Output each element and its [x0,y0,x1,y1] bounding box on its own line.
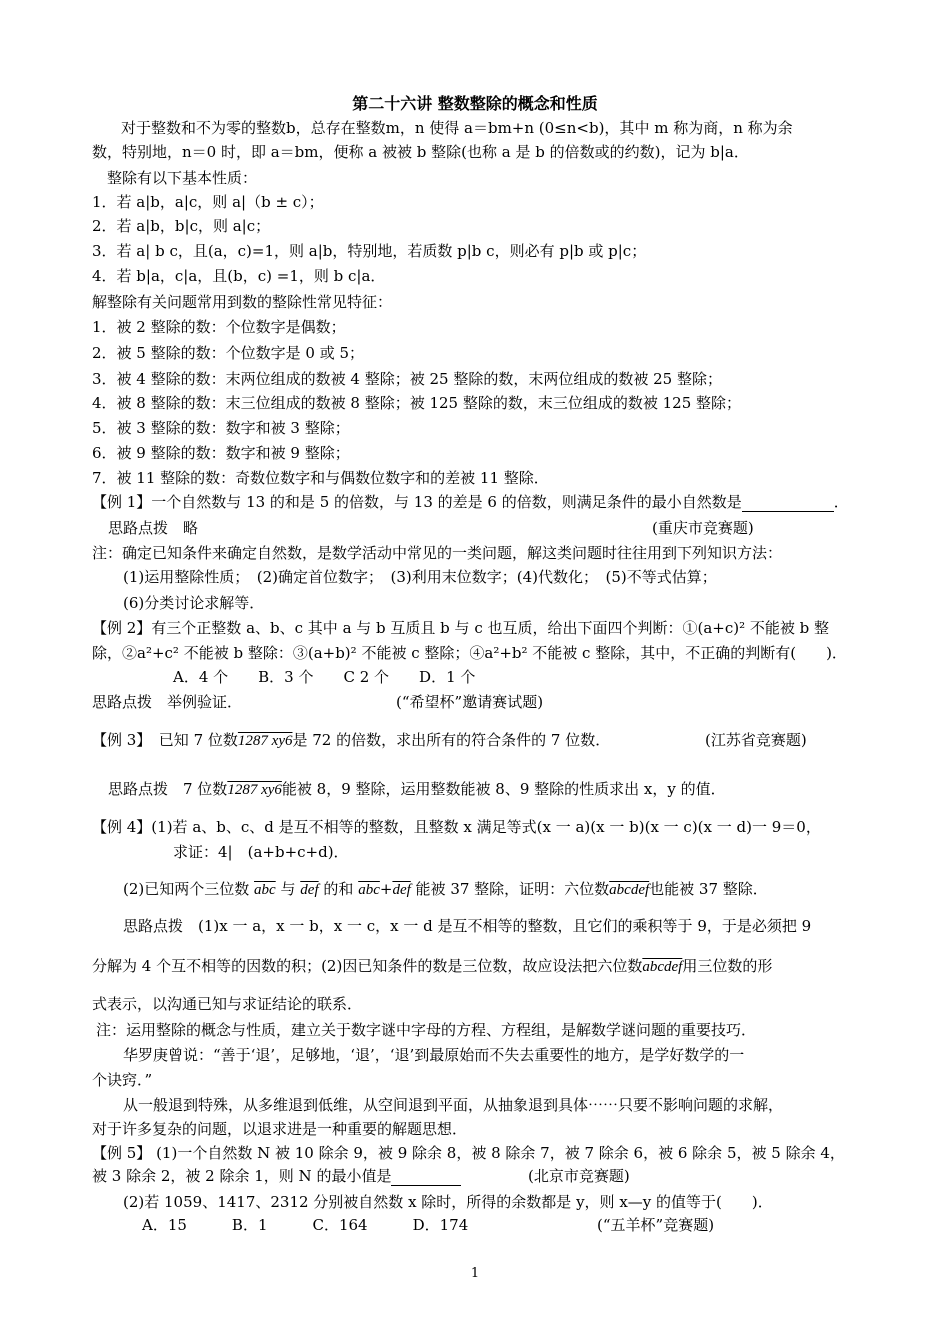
number-abc: $\overline{abc}$ [254,882,276,898]
source-label: (重庆市竞赛题) [652,519,754,537]
choices: A．15 B．1 C．164 D．174 [142,1216,469,1234]
source-label: (“五羊杯”竞赛题) [597,1216,715,1234]
text: 分解为 4 个互不相等的因数的积；(2)因已知条件的数是三位数，故应设法把六位数 [92,957,643,975]
text: 用三位数的形 [682,957,773,975]
paragraph: 对于整数和不为零的整数b，总存在整数m，n 使得 a＝bm+n (0≤n<b)，其中 m 称为商，n 称为余 [121,119,793,137]
proof-statement: 求证：4| (a+b+c+d)． [173,843,349,861]
plus-sign: + [379,880,393,898]
hint: 思路点拨 (1)x 一 a，x 一 b，x 一 c，x 一 d 是互不相等的整数，且它们的乘积等于 9，于是必须把 9 [123,917,812,935]
hint-text: 能被 8，9 整除，运用整数能被 8、9 整除的性质求出 x，y 的值． [281,780,726,798]
quote: 华罗庚曾说：“善于‘退’，足够地，‘退’，‘退’到最原始而不失去重要性的地方，是学好数学的一 [123,1046,745,1064]
feature-item: 5．被 3 整除的数：数字和被 3 整除； [92,419,350,437]
example-1 [92,492,849,512]
hint [108,779,726,800]
hint-cont [92,956,772,977]
example-4: 【例 4】(1)若 a、b、c、d 是互不相等的整数，且整数 x 满足等式(x 一 a)(x 一 b)(x 一 c)(x 一 d)一 9＝0， [92,818,821,836]
example-text: 是 72 的倍数，求出所有的符合条件的 7 位数． [292,731,611,749]
method-list: (6)分类讨论求解等． [123,594,265,612]
page-number: 1 [470,1266,480,1281]
feature-item: 7．被 11 整除的数：奇数位数字和与偶数位数字和的差被 11 整除． [92,469,549,487]
hint-text: 思路点拨 7 位数 [108,780,228,798]
note: 注：运用整除的概念与性质，建立关于数字谜中字母的方程、方程组，是解数学谜问题的重要技巧． [96,1021,757,1039]
example-2-cont: 除，②a²+c² 不能被 b 整除：③(a+b)² 不能被 c 整除；④a²+b² 不能被 c 整除，其中，不正确的判断有( )． [92,644,847,662]
number-abcdef: abcdef [609,882,650,898]
seven-digit-number: 1287 xy6 [237,733,293,749]
paragraph: 整除有以下基本性质： [107,169,258,187]
property-item: 4．若 b|a，c|a，且(b，c) =1，则 b c|a． [92,267,386,285]
period: ． [833,493,849,511]
answer-blank[interactable] [391,1171,461,1186]
example-5-part2: (2)若 1059、1417、2312 分别被自然数 x 除时，所得的余数都是 y，则 x—y 的值等于( )． [123,1193,773,1211]
paragraph: 对于许多复杂的问题，以退求进是一种重要的解题思想． [92,1120,468,1138]
feature-item: 3．被 4 整除的数：末两位组成的数被 4 整除；被 25 整除的数，末两位组成的数被 25 整除； [92,370,722,388]
property-item: 3．若 a| b c，且(a，c)=1，则 a|b，特别地，若质数 p|b c，则必有 p|b 或 p|c； [92,242,647,260]
paragraph: 解整除有关问题常用到数的整除性常见特征： [92,293,393,311]
property-item: 2．若 a|b，b|c，则 a|c； [92,217,271,235]
text: 与 [280,880,296,898]
feature-item: 4．被 8 整除的数：末三位组成的数被 8 整除；被 125 整除的数，末三位组成的数被 125 整除； [92,394,742,412]
text: (2)已知两个三位数 [123,880,250,898]
example-text: 【例 1】一个自然数与 13 的和是 5 的倍数，与 13 的差是 6 的倍数，则满足条件的最小自然数是 [92,493,742,511]
method-list: (1)运用整除性质； (2)确定首位数字； (3)利用末位数字；(4)代数化； (5)不等式估算； [123,568,717,586]
page-title: 第二十六讲 整数整除的概念和性质 [352,94,598,113]
hint-cont: 式表示，以沟通已知与求证结论的联系． [92,995,363,1013]
note: 注：确定已知条件来确定自然数，是数学活动中常见的一类问题，解这类问题时往往用到下列知识方法： [92,544,783,562]
text: 被 3 除余 2，被 2 除余 1，则 N 的最小值是 [92,1167,392,1185]
example-text: 【例 3】 已知 7 位数 [92,731,238,749]
example-5: 【例 5】 (1)一个自然数 N 被 10 除余 9，被 9 除余 8，被 8 除余 7，被 7 除余 6，被 6 除余 5，被 5 除余 4， [92,1144,845,1162]
feature-item: 6．被 9 整除的数：数字和被 9 整除； [92,444,350,462]
number-abc: $\overline{abc}$ [358,882,380,898]
feature-item: 2．被 5 整除的数：个位数字是 0 或 5； [92,344,365,362]
paragraph: 从一般退到特殊，从多维退到低维，从空间退到平面，从抽象退到具体⋯⋯只要不影响问题的求解， [123,1096,784,1114]
hint: 思路点拨 略 [108,519,199,537]
paragraph: 数，特别地，n＝0 时，即 a＝bm，便称 a 被被 b 整除(也称 a 是 b 的倍数或的约数)，记为 b|a． [92,143,749,161]
property-item: 1．若 a|b，a|c，则 a|（b ± c）； [92,193,324,211]
example-3 [92,730,610,751]
source-label: (北京市竞赛题) [528,1167,630,1185]
source-label: (江苏省竞赛题) [705,731,807,749]
example-4-part2 [123,879,768,900]
answer-blank[interactable] [742,497,834,512]
feature-item: 1．被 2 整除的数：个位数字是偶数； [92,318,346,336]
number-def: $\overline{def}$ [300,882,319,898]
seven-digit-number: 1287 xy6 [227,782,282,798]
source-label: (“希望杯”邀请赛试题) [396,693,544,711]
text: 的和 [323,880,354,898]
number-abcdef: abcdef [642,959,683,975]
example-2: 【例 2】有三个正整数 a、b、c 其中 a 与 b 互质且 b 与 c 也互质，给出下面四个判断：①(a+c)² 不能被 b 整 [92,619,830,637]
text: 也能被 37 整除． [649,880,768,898]
quote-cont: 个诀窍．” [92,1071,153,1089]
number-def: $\overline{def}$ [392,882,411,898]
hint: 思路点拨 举例验证． [92,693,243,711]
example-5-cont [92,1166,461,1186]
text: 能被 37 整除，证明：六位数 [415,880,610,898]
choices: A．4 个 B．3 个 C 2 个 D．1 个 [173,668,476,686]
